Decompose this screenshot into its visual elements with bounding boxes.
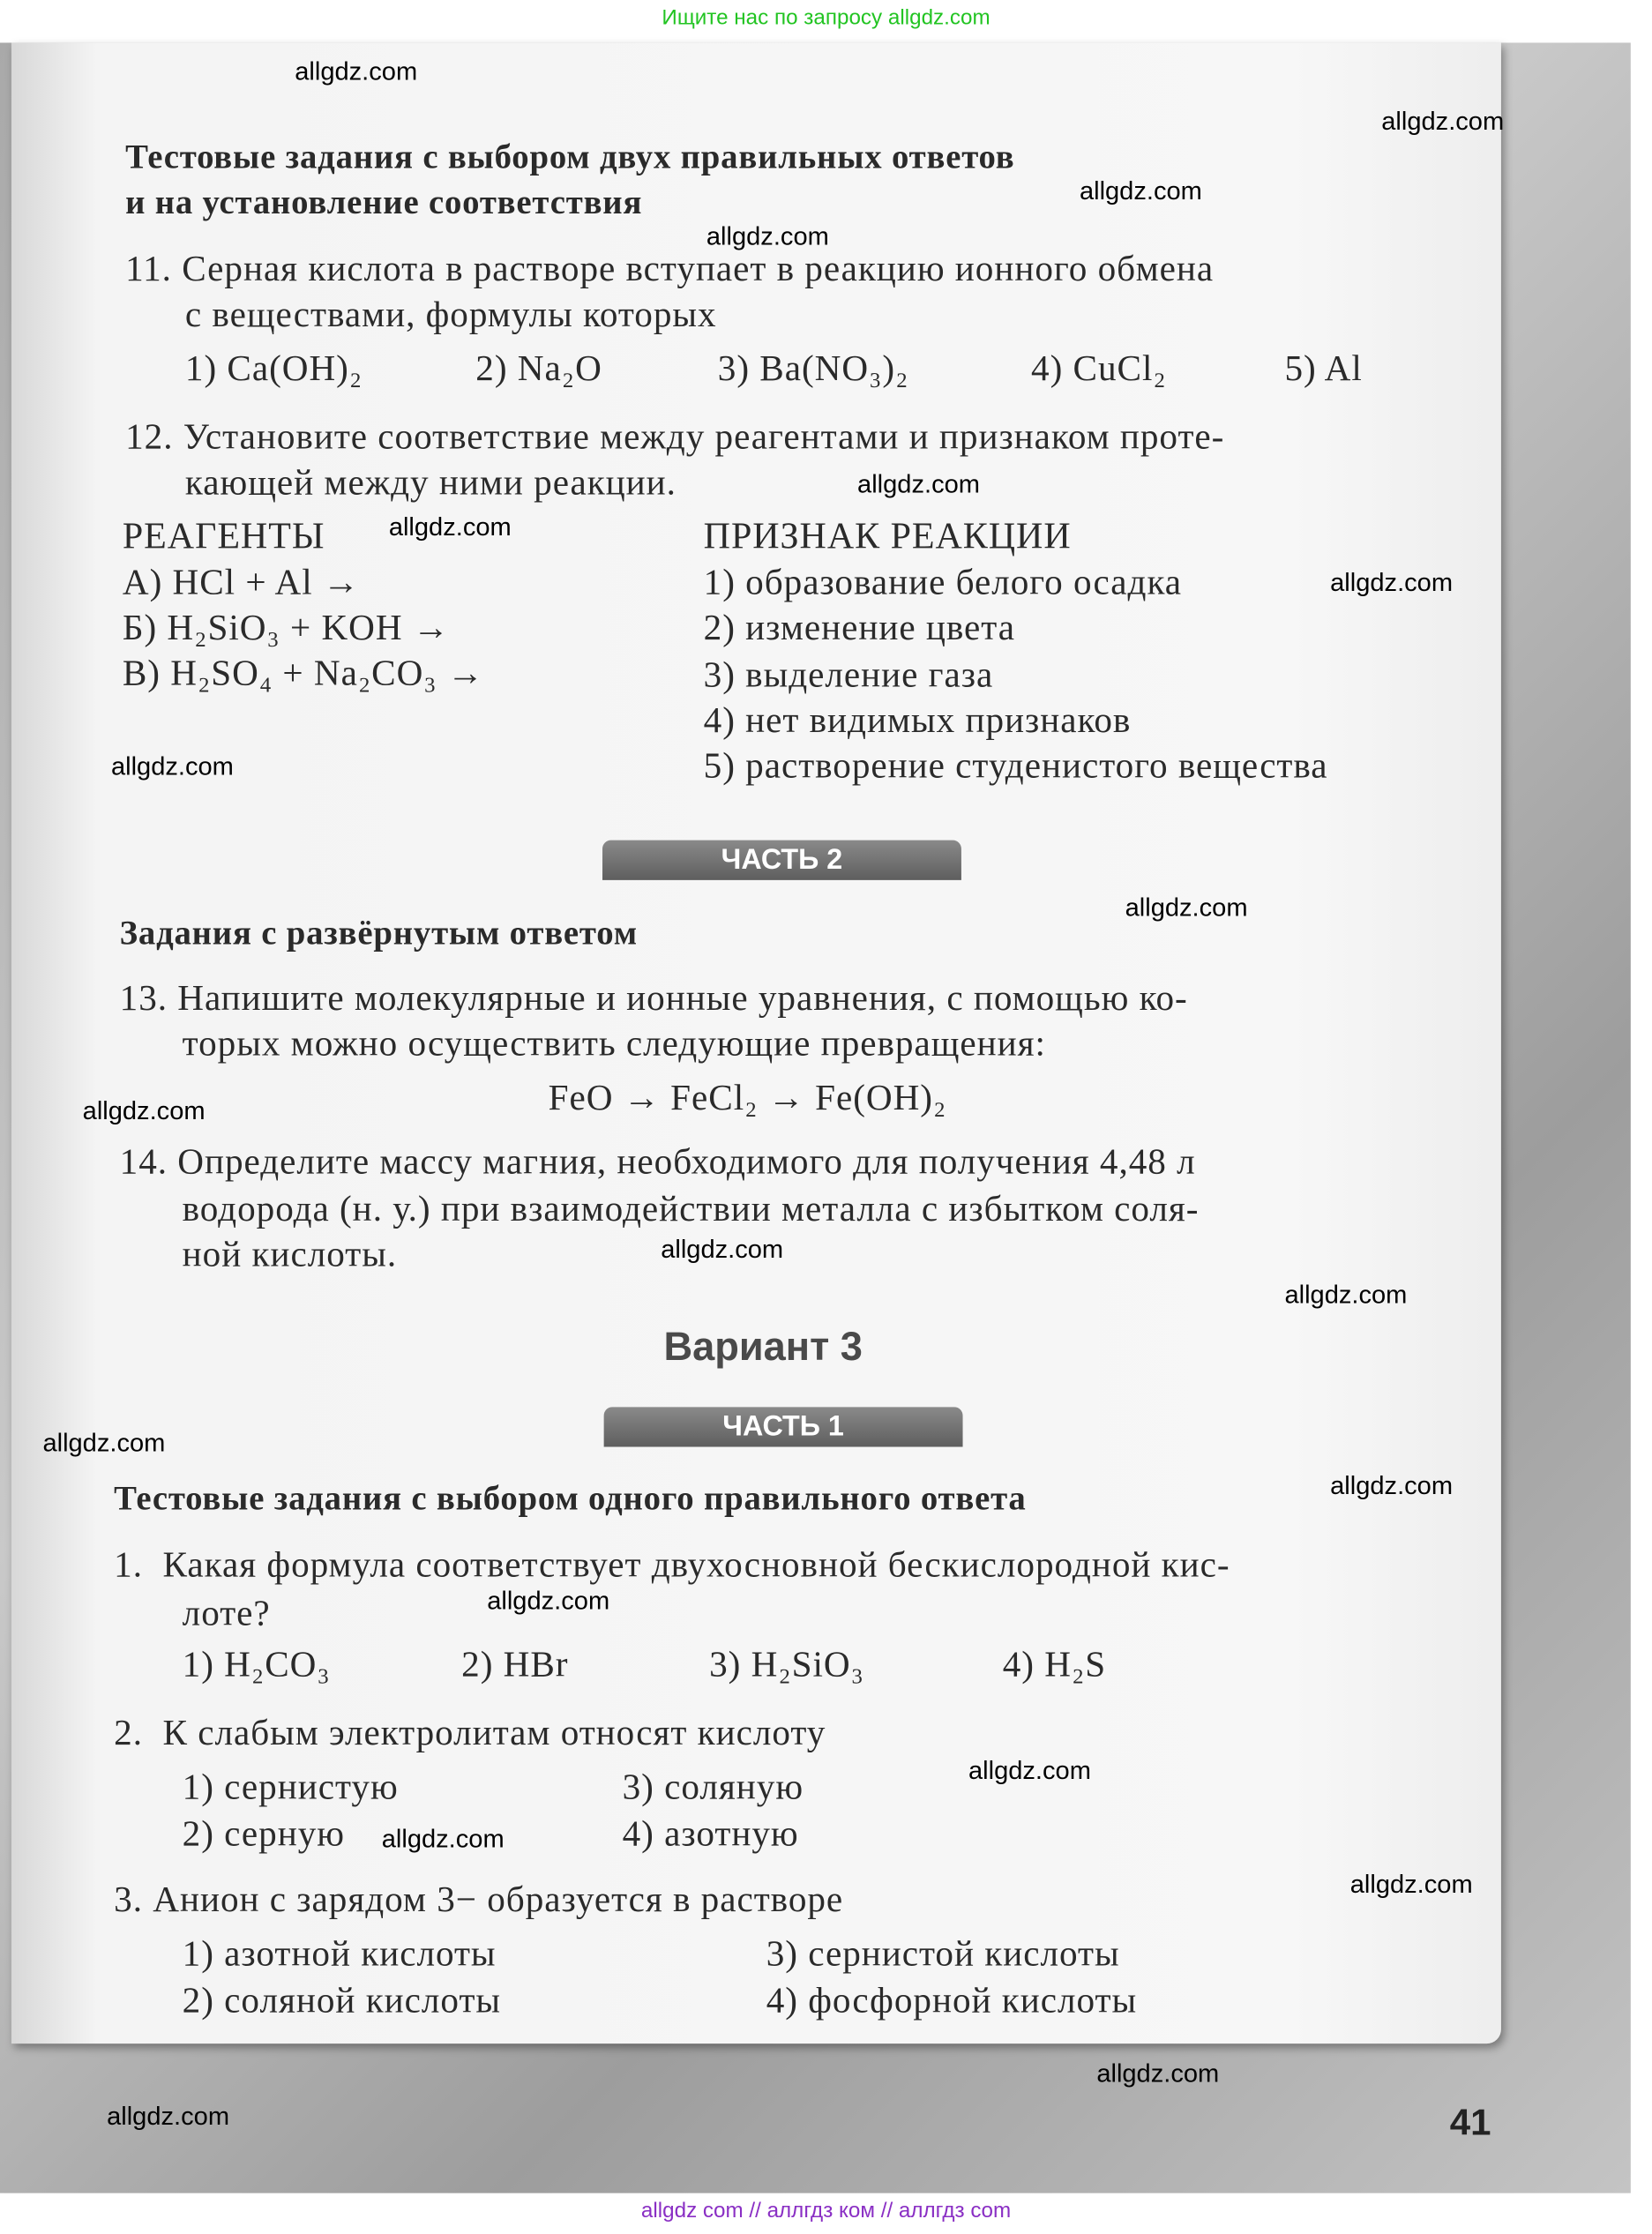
- q11-option: 1) Ca(OH)₂: [184, 347, 363, 389]
- q2-option: 2) серную: [182, 1812, 346, 1855]
- q11-option: 3) Ba(NO₃)₂: [717, 347, 909, 389]
- q1-option: 3) H₂SiO₃: [709, 1643, 864, 1685]
- part-2-badge: ЧАСТЬ 2: [602, 841, 961, 880]
- q1-text: 1. Какая формула соответствует двухосновной бескислородной кис-: [114, 1543, 1230, 1586]
- sign-item: 4) нет видимых признаков: [703, 699, 1132, 741]
- sign-item: 1) образование белого осадка: [703, 561, 1183, 603]
- watermark: allgdz.com: [1096, 2058, 1220, 2088]
- q2-option: 4) азотную: [622, 1812, 799, 1855]
- q2-option: 3) соляную: [622, 1766, 804, 1808]
- watermark: allgdz.com: [1284, 1280, 1408, 1309]
- q2-option: 1) сернистую: [182, 1766, 399, 1808]
- watermark: allgdz.com: [107, 2102, 230, 2131]
- q14-text: 14. Определите массу магния, необходимого для получения 4,48 л: [119, 1140, 1196, 1183]
- sign-item: 2) изменение цвета: [703, 606, 1015, 648]
- reagent-item: А) HCl + Al →: [122, 561, 361, 603]
- sign-item: 5) растворение студенистого вещества: [703, 744, 1328, 787]
- page-number: 41: [1449, 2100, 1491, 2144]
- watermark: allgdz.com: [42, 1428, 166, 1457]
- part-2-heading: Задания с развёрнутым ответом: [119, 915, 638, 953]
- part-1-badge: ЧАСТЬ 1: [604, 1407, 963, 1446]
- watermark: allgdz.com: [388, 512, 512, 542]
- q13-text: торых можно осуществить следующие превращения:: [182, 1022, 1046, 1065]
- q1-option: 1) H₂CO₃: [182, 1643, 331, 1685]
- q1-text: лоте?: [182, 1592, 271, 1634]
- bottom-banner[interactable]: allgdz com // аллгдз ком // аллгдз com: [640, 2199, 1012, 2223]
- q13-text: 13. Напишите молекулярные и ионные уравнения, с помощью ко-: [119, 976, 1188, 1019]
- reagents-header: РЕАГЕНТЫ: [122, 515, 325, 557]
- reagent-item: В) H₂SO₄ + Na₂CO₃ →: [122, 652, 485, 694]
- q3-option: 2) соляной кислоты: [182, 1979, 502, 2021]
- q1-option: 2) HBr: [461, 1643, 569, 1685]
- watermark: allgdz.com: [1330, 1470, 1454, 1500]
- watermark: allgdz.com: [487, 1586, 610, 1616]
- watermark: allgdz.com: [381, 1824, 505, 1853]
- section-heading-line1: Тестовые задания с выбором двух правильных ответов: [125, 139, 1015, 177]
- watermark: allgdz.com: [968, 1755, 1091, 1785]
- watermark: allgdz.com: [110, 751, 234, 781]
- q14-text: ной кислоты.: [182, 1233, 398, 1275]
- watermark: allgdz.com: [706, 221, 829, 251]
- section-heading-line2: и на установление соответствия: [125, 184, 643, 222]
- signs-header: ПРИЗНАК РЕАКЦИИ: [703, 515, 1072, 557]
- q11-option: 5) Al: [1284, 347, 1363, 389]
- sign-item: 3) выделение газа: [703, 654, 994, 695]
- q3-option: 1) азотной кислоты: [182, 1932, 497, 1974]
- watermark: allgdz.com: [1330, 568, 1454, 597]
- q11-option: 4) CuCl₂: [1031, 347, 1167, 389]
- q11-text: с веществами, формулы которых: [184, 293, 717, 335]
- watermark: allgdz.com: [857, 469, 980, 499]
- variant-title: Вариант 3: [663, 1324, 863, 1369]
- watermark: allgdz.com: [82, 1096, 206, 1125]
- q13-formula: FeO → FeCl₂ → Fe(OH)₂: [548, 1076, 947, 1118]
- top-banner[interactable]: Ищите нас по запросу allgdz.com: [662, 5, 990, 30]
- watermark: allgdz.com: [1381, 107, 1505, 136]
- reagent-item: Б) H₂SiO₃ + KOH →: [122, 606, 450, 648]
- q11-text: 11. Серная кислота в растворе вступает в реакцию ионного обмена: [125, 247, 1215, 289]
- q11-option: 2) Na₂O: [475, 347, 602, 389]
- watermark: allgdz.com: [661, 1234, 784, 1264]
- watermark: allgdz.com: [1079, 176, 1202, 205]
- watermark: allgdz.com: [295, 56, 418, 86]
- q12-text: 12. Установите соответствие между реагентами и признаком проте-: [125, 415, 1225, 458]
- watermark: allgdz.com: [1125, 893, 1248, 922]
- q3-option: 3) сернистой кислоты: [766, 1932, 1120, 1974]
- q12-text: кающей между ними реакции.: [184, 461, 676, 503]
- q2-text: 2. К слабым электролитам относят кислоту: [114, 1711, 826, 1753]
- q14-text: водорода (н. у.) при взаимодействии металла с избытком соля-: [182, 1187, 1200, 1229]
- watermark: allgdz.com: [1349, 1870, 1473, 1899]
- q3-option: 4) фосфорной кислоты: [766, 1979, 1138, 2021]
- q1-option: 4) H₂S: [1002, 1643, 1107, 1685]
- q3-text: 3. Анион с зарядом 3− образуется в растворе: [114, 1878, 844, 1920]
- part-1-heading: Тестовые задания с выбором одного правильного ответа: [114, 1481, 1027, 1519]
